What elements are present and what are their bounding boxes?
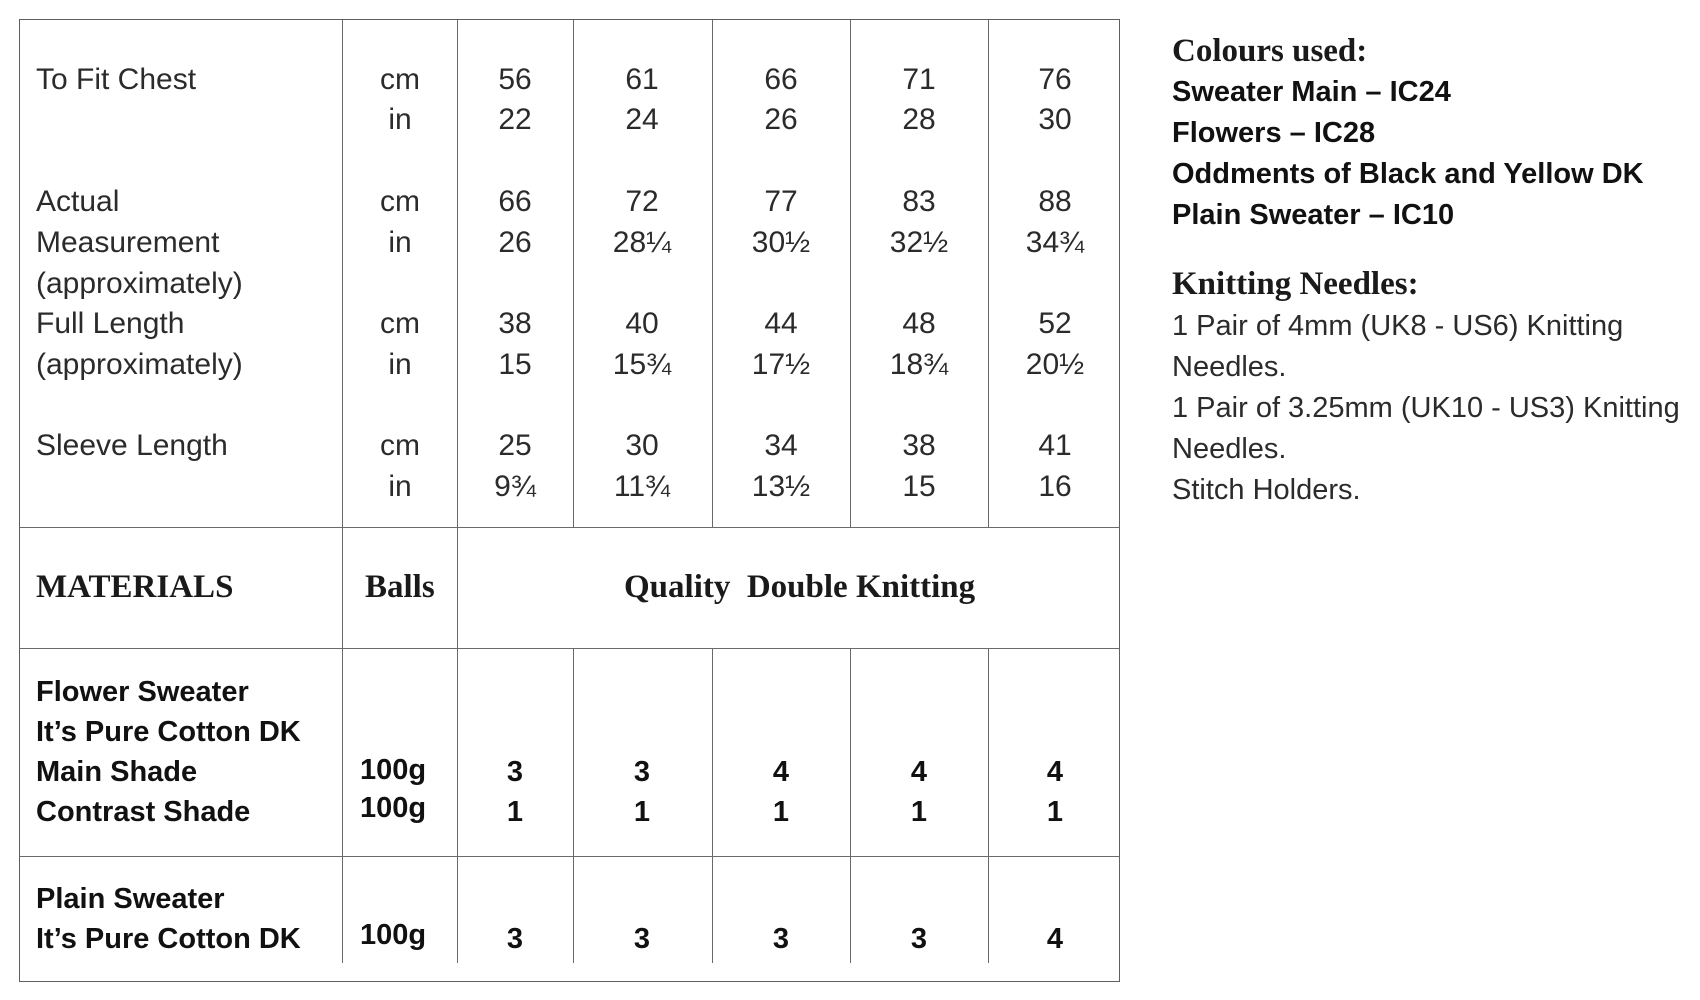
value-cell: 15	[498, 348, 532, 381]
value-cell: 3	[506, 923, 524, 955]
value-cell: 9¾	[494, 470, 536, 503]
value-cell: 4	[772, 756, 790, 788]
value-cell: 83	[902, 185, 936, 218]
needles-line: 1 Pair of 3.25mm (UK10 - US3) Knitting	[1172, 392, 1680, 424]
row-label: Flower Sweater	[36, 676, 249, 708]
balls-heading: Balls	[365, 569, 435, 605]
value-cell: 15¾	[612, 348, 672, 381]
column-divider	[850, 20, 851, 527]
row-divider	[20, 648, 1119, 649]
value-cell: 52	[1038, 307, 1072, 340]
needles-line: Needles.	[1172, 433, 1287, 465]
quality-heading: Quality Double Knitting	[624, 569, 976, 605]
row-label: Main Shade	[36, 756, 198, 788]
value-cell: 20½	[1025, 348, 1085, 381]
value-cell: 26	[764, 103, 798, 136]
unit-in: in	[388, 348, 412, 381]
sizes-materials-table	[19, 19, 1120, 982]
row-label: It’s Pure Cotton DK	[36, 716, 301, 748]
unit-cm: cm	[380, 63, 420, 96]
needles-heading: Knitting Needles:	[1172, 266, 1419, 302]
value-cell: 22	[498, 103, 532, 136]
value-cell: 66	[498, 185, 532, 218]
value-cell: 3	[772, 923, 790, 955]
value-cell: 16	[1038, 470, 1072, 503]
value-cell: 15	[902, 470, 936, 503]
value-cell: 4	[910, 756, 928, 788]
ball-weight: 100g	[359, 754, 427, 786]
column-divider	[457, 20, 458, 963]
value-cell: 77	[764, 185, 798, 218]
value-cell: 88	[1038, 185, 1072, 218]
row-label: Full Length	[36, 307, 185, 340]
value-cell: 1	[633, 796, 651, 828]
column-divider	[573, 648, 574, 963]
column-divider	[988, 648, 989, 963]
ball-weight: 100g	[359, 792, 427, 824]
value-cell: 34	[764, 429, 798, 462]
ball-weight: 100g	[359, 919, 427, 951]
value-cell: 30	[625, 429, 659, 462]
row-label: (approximately)	[36, 267, 243, 300]
value-cell: 61	[625, 63, 659, 96]
value-cell: 44	[764, 307, 798, 340]
value-cell: 1	[506, 796, 524, 828]
value-cell: 28	[902, 103, 936, 136]
value-cell: 26	[498, 226, 532, 259]
value-cell: 18¾	[889, 348, 949, 381]
needles-line: Needles.	[1172, 351, 1287, 383]
value-cell: 3	[633, 756, 651, 788]
column-divider	[988, 20, 989, 527]
value-cell: 34¾	[1025, 226, 1085, 259]
value-cell: 17½	[751, 348, 811, 381]
row-label: Sleeve Length	[36, 429, 228, 462]
value-cell: 25	[498, 429, 532, 462]
column-divider	[850, 648, 851, 963]
row-label: (approximately)	[36, 348, 243, 381]
value-cell: 48	[902, 307, 936, 340]
needles-line: Stitch Holders.	[1172, 474, 1361, 506]
value-cell: 13½	[751, 470, 811, 503]
needles-line: 1 Pair of 4mm (UK8 - US6) Knitting	[1172, 310, 1624, 342]
value-cell: 24	[625, 103, 659, 136]
value-cell: 71	[902, 63, 936, 96]
value-cell: 30½	[751, 226, 811, 259]
value-cell: 1	[772, 796, 790, 828]
row-label: Measurement	[36, 226, 220, 259]
column-divider	[712, 648, 713, 963]
row-label: Contrast Shade	[36, 796, 251, 828]
column-divider	[342, 20, 343, 963]
colour-item: Oddments of Black and Yellow DK	[1172, 158, 1644, 190]
value-cell: 1	[1046, 796, 1064, 828]
row-label: Plain Sweater	[36, 883, 225, 915]
unit-in: in	[388, 226, 412, 259]
unit-cm: cm	[380, 185, 420, 218]
value-cell: 38	[902, 429, 936, 462]
value-cell: 56	[498, 63, 532, 96]
colour-item: Flowers – IC28	[1172, 117, 1376, 149]
column-divider	[573, 20, 574, 527]
colours-heading: Colours used:	[1172, 33, 1368, 69]
row-label: It’s Pure Cotton DK	[36, 923, 301, 955]
value-cell: 3	[506, 756, 524, 788]
unit-cm: cm	[380, 307, 420, 340]
value-cell: 41	[1038, 429, 1072, 462]
row-divider	[20, 856, 1119, 857]
row-divider	[20, 527, 1119, 528]
unit-in: in	[388, 470, 412, 503]
value-cell: 11¾	[613, 470, 671, 503]
value-cell: 66	[764, 63, 798, 96]
value-cell: 30	[1038, 103, 1072, 136]
value-cell: 72	[625, 185, 659, 218]
unit-cm: cm	[380, 429, 420, 462]
colour-item: Plain Sweater – IC10	[1172, 199, 1455, 231]
materials-heading: MATERIALS	[36, 569, 234, 605]
value-cell: 1	[910, 796, 928, 828]
value-cell: 76	[1038, 63, 1072, 96]
colour-item: Sweater Main – IC24	[1172, 76, 1451, 108]
row-label: Actual	[36, 185, 120, 218]
value-cell: 3	[633, 923, 651, 955]
row-label: To Fit Chest	[36, 63, 197, 96]
value-cell: 28¼	[612, 226, 672, 259]
value-cell: 40	[625, 307, 659, 340]
value-cell: 38	[498, 307, 532, 340]
value-cell: 32½	[889, 226, 949, 259]
column-divider	[712, 20, 713, 527]
unit-in: in	[388, 103, 412, 136]
value-cell: 4	[1046, 923, 1064, 955]
value-cell: 4	[1046, 756, 1064, 788]
value-cell: 3	[910, 923, 928, 955]
